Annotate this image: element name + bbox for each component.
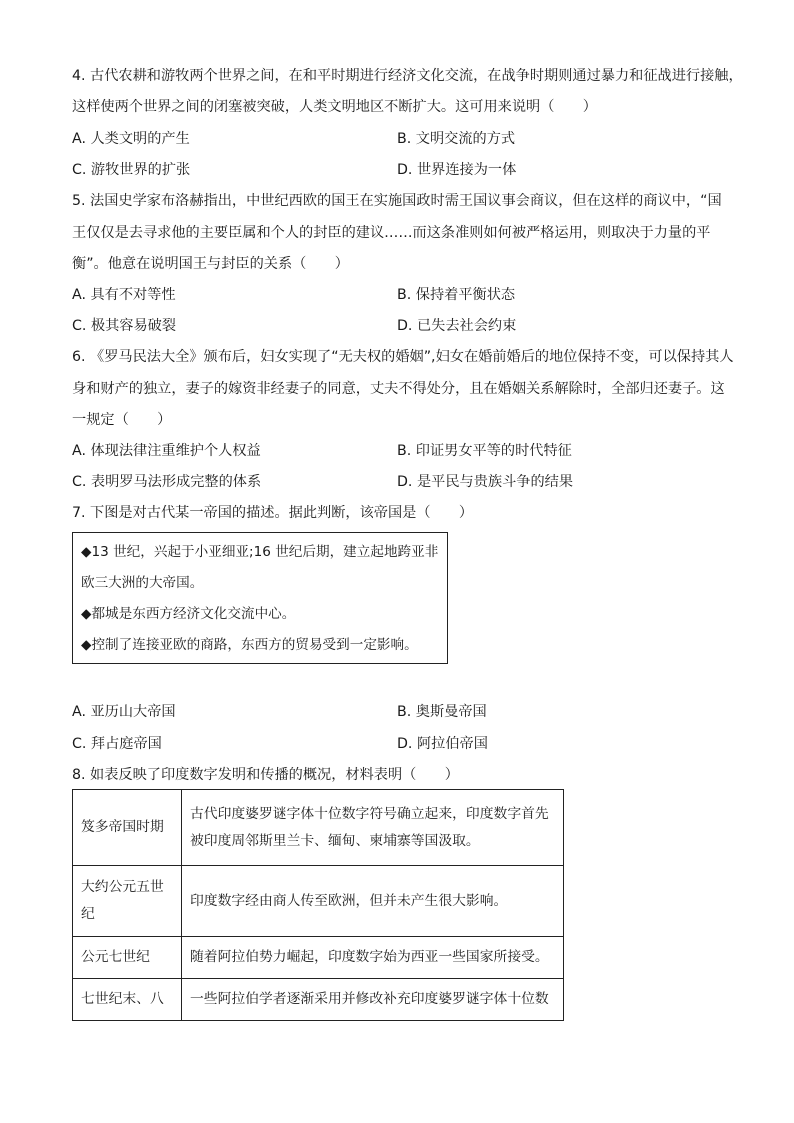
q7-material-line: ◆都城是东西方经济文化交流中心。 — [81, 606, 296, 622]
table-cell-desc — [182, 790, 564, 866]
table-row — [73, 937, 564, 979]
q8-stem: 8. 如表反映了印度数字发明和传播的概况，材料表明（ ） — [72, 767, 459, 783]
cell-text: 一些阿拉伯学者逐渐采用并修改补充印度婆罗谜字体十位数 — [190, 991, 549, 1007]
cell-text: 古代印度婆罗谜字体十位数字符号确立起来，印度数字首先 — [190, 805, 549, 822]
cell-text: 被印度周邻斯里兰卡、缅甸、柬埔寨等国汲取。 — [190, 832, 480, 849]
q7-option-d[interactable]: D. 阿拉伯帝国 — [397, 736, 488, 752]
table-cell-period — [73, 937, 182, 979]
q6-option-d[interactable]: D. 是平民与贵族斗争的结果 — [397, 474, 574, 490]
q7-material-line: 欧三大洲的大帝国。 — [81, 575, 204, 591]
q4-option-b[interactable]: B. 文明交流的方式 — [397, 131, 516, 147]
table-row — [73, 866, 564, 937]
table-cell-period — [73, 866, 182, 937]
q4-option-d[interactable]: D. 世界连接为一体 — [397, 162, 517, 178]
q5-option-b[interactable]: B. 保持着平衡状态 — [397, 287, 516, 303]
q6-option-a[interactable]: A. 体现法律注重维护个人权益 — [72, 443, 261, 459]
table-cell-desc — [182, 979, 564, 1021]
cell-text: 公元七世纪 — [81, 949, 150, 965]
q8-table — [72, 789, 564, 1021]
table-cell-desc — [182, 866, 564, 937]
q7-material-box — [72, 532, 448, 664]
q4-option-a[interactable]: A. 人类文明的产生 — [72, 131, 190, 147]
q5-stem-line2: 王仅仅是去寻求他的主要臣属和个人的封臣的建议……而这条准则如何被严格运用，则取决于力量的平 — [72, 225, 711, 241]
q7-material-line: ◆13 世纪，兴起于小亚细亚;16 世纪后期，建立起地跨亚非 — [81, 544, 439, 560]
table-row — [73, 979, 564, 1021]
q4-stem-line2: 这样使两个世界之间的闭塞被突破，人类文明地区不断扩大。这可用来说明（ ） — [72, 99, 597, 115]
table-cell-period — [73, 979, 182, 1021]
q5-option-a[interactable]: A. 具有不对等性 — [72, 287, 176, 303]
q5-option-c[interactable]: C. 极其容易破裂 — [72, 318, 177, 334]
table-cell-desc — [182, 937, 564, 979]
cell-text: 大约公元五世 — [81, 879, 164, 895]
table-cell-period — [73, 790, 182, 866]
cell-text: 纪 — [81, 906, 95, 922]
q7-option-b[interactable]: B. 奥斯曼帝国 — [397, 704, 487, 720]
q6-option-b[interactable]: B. 印证男女平等的时代特征 — [397, 443, 572, 459]
q7-material-line: ◆控制了连接亚欧的商路，东西方的贸易受到一定影响。 — [81, 637, 418, 653]
cell-text: 七世纪末、八 — [81, 991, 164, 1007]
cell-text: 随着阿拉伯势力崛起，印度数字始为西亚一些国家所接受。 — [190, 949, 549, 965]
q7-option-c[interactable]: C. 拜占庭帝国 — [72, 736, 162, 752]
q5-option-d[interactable]: D. 已失去社会约束 — [397, 318, 517, 334]
table-row — [73, 790, 564, 866]
q5-stem-line3: 衡”。他意在说明国王与封臣的关系（ ） — [72, 256, 349, 272]
q5-stem-line1: 5. 法国史学家布洛赫指出，中世纪西欧的国王在实施国政时需王国议事会商议，但在这样的商议中，“国 — [72, 193, 722, 209]
q6-option-c[interactable]: C. 表明罗马法形成完整的体系 — [72, 474, 262, 490]
q6-stem-line1: 6. 《罗马民法大全》颁布后，妇女实现了“无夫权的婚姻”,妇女在婚前婚后的地位保持不变，可以保持其人 — [72, 349, 734, 365]
q6-stem-line3: 一规定（ ） — [72, 412, 172, 428]
q7-stem: 7. 下图是对古代某一帝国的描述。据此判断，该帝国是（ ） — [72, 505, 474, 521]
q7-option-a[interactable]: A. 亚历山大帝国 — [72, 704, 176, 720]
cell-text: 印度数字经由商人传至欧洲，但并未产生很大影响。 — [190, 892, 508, 909]
q4-option-c[interactable]: C. 游牧世界的扩张 — [72, 162, 191, 178]
q4-stem-line1: 4. 古代农耕和游牧两个世界之间，在和平时期进行经济文化交流，在战争时期则通过暴力和征战进行接触， — [72, 68, 743, 84]
cell-text: 笈多帝国时期 — [81, 819, 164, 835]
q6-stem-line2: 身和财产的独立，妻子的嫁资非经妻子的同意，丈夫不得处分，且在婚姻关系解除时，全部归还妻子。这 — [72, 381, 725, 397]
